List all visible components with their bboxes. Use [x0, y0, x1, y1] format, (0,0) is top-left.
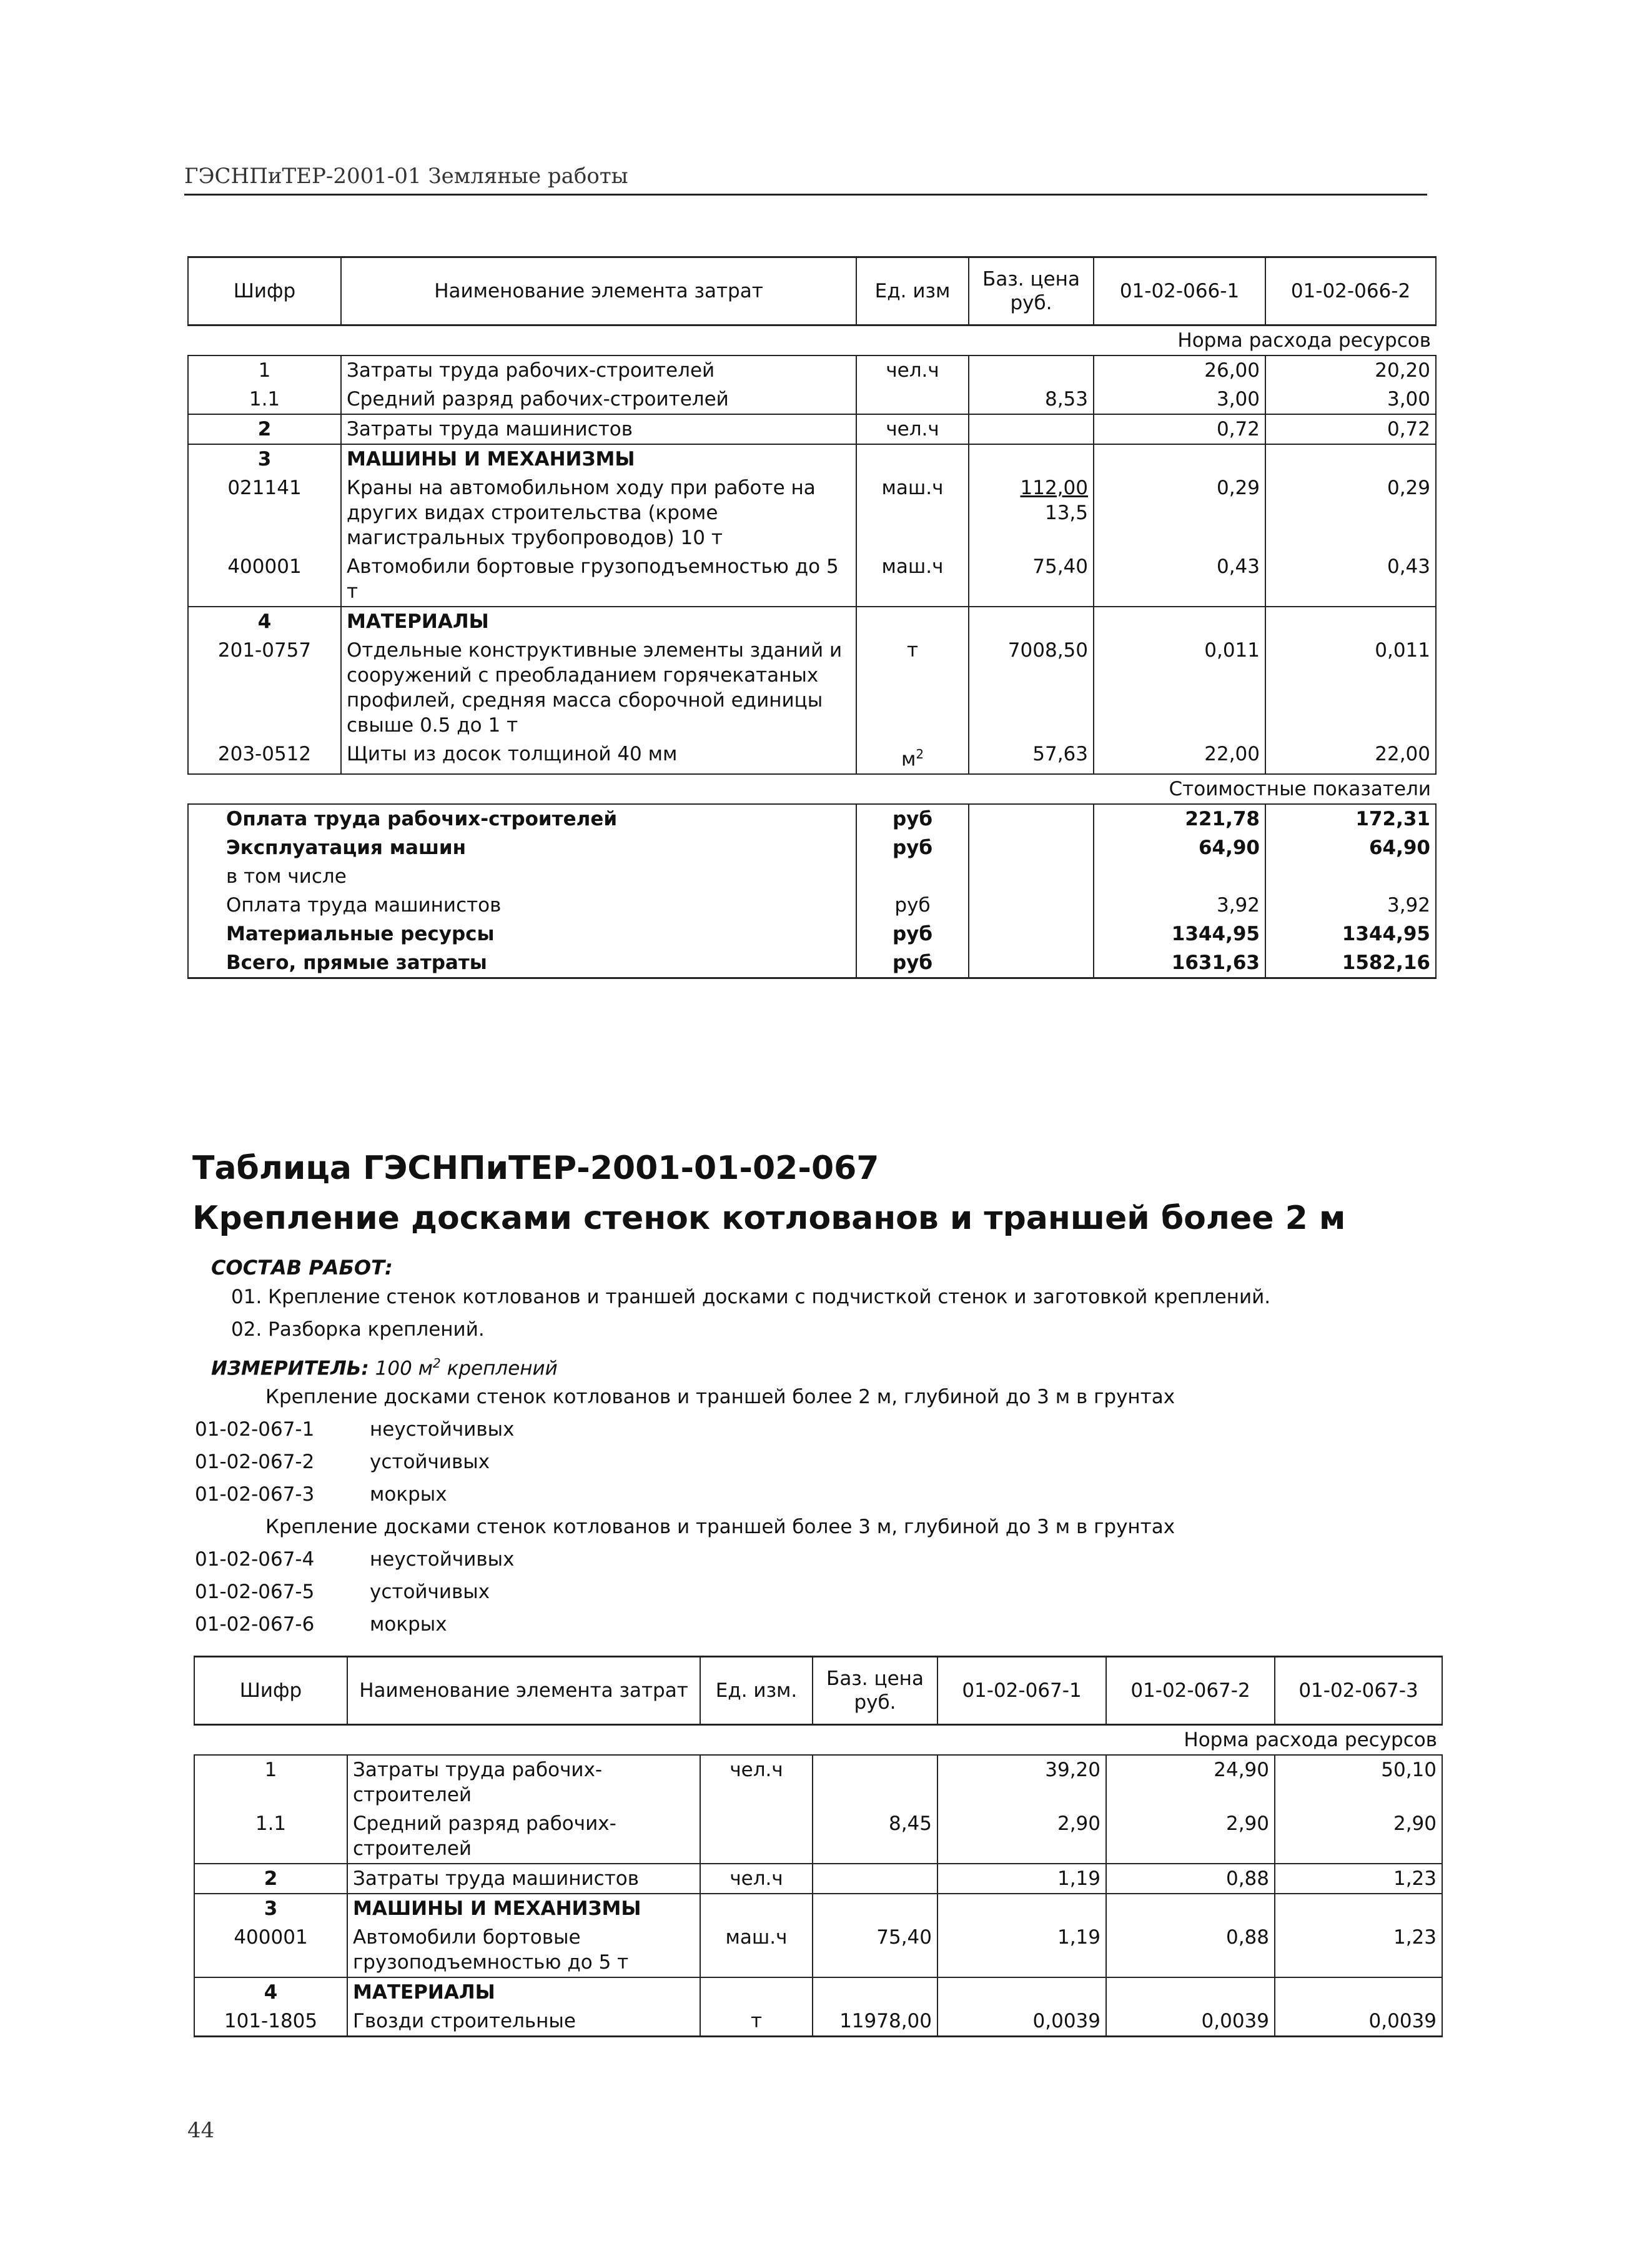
row-v1: 0,0039: [937, 2007, 1106, 2037]
row-v1: 3,00: [1094, 385, 1265, 414]
row-v2: 0,43: [1265, 552, 1436, 607]
row-v3: 1,23: [1275, 1923, 1442, 1977]
measurer-value: 100 м: [375, 1357, 433, 1380]
work-item: 01. Крепление стенок котлованов и траншей досками с подчисткой стенок и заготовкой креплений.: [231, 1286, 1271, 1308]
table-row: [194, 1977, 1442, 2007]
row-unit: маш.ч: [856, 474, 969, 552]
row-code: 1.1: [194, 1809, 347, 1864]
table-header-row: [188, 257, 1436, 325]
measurer: [211, 1356, 558, 1379]
norm-row: [188, 325, 1436, 356]
group-title: Крепление досками стенок котлованов и траншей более 2 м, глубиной до 3 м в грунтах: [265, 1386, 1175, 1408]
unit-text: м: [901, 748, 916, 771]
norm-desc: неустойчивых: [370, 1418, 515, 1441]
row-name: Затраты труда рабочих-строителей: [347, 1755, 700, 1809]
measurer-tail: креплений: [447, 1357, 558, 1380]
row-code: 4: [188, 607, 341, 636]
table-row: [188, 385, 1436, 414]
row-price: 8,53: [969, 385, 1094, 414]
row-v3: [1275, 1894, 1442, 1923]
total-v2: [1265, 862, 1436, 891]
norm-code: 01-02-067-5: [195, 1581, 315, 1603]
row-v2: 0,0039: [1106, 2007, 1275, 2037]
page-number: 44: [187, 2118, 215, 2143]
row-v1: 0,011: [1094, 636, 1265, 740]
total-name: Всего, прямые затраты: [188, 948, 856, 978]
row-unit: [856, 444, 969, 474]
norm-code: 01-02-067-4: [195, 1548, 315, 1571]
norm-desc: неустойчивых: [370, 1548, 515, 1571]
row-unit: т: [700, 2007, 813, 2037]
row-v2: [1106, 1977, 1275, 2007]
row-v2: 0,29: [1265, 474, 1436, 552]
norm-label: Норма расхода ресурсов: [194, 1725, 1442, 1756]
row-price: [813, 1755, 937, 1809]
row-price: [969, 474, 1094, 552]
row-unit: [700, 1809, 813, 1864]
header-unit: Ед. изм.: [700, 1657, 813, 1725]
norm-desc: мокрых: [370, 1483, 447, 1506]
row-name: Средний разряд рабочих-строителей: [347, 1809, 700, 1864]
row-name: МАШИНЫ И МЕХАНИЗМЫ: [347, 1894, 700, 1923]
table-title: Таблица ГЭСНПиТЕР-2001-01-02-067: [192, 1150, 879, 1187]
row-name: Гвозди строительные: [347, 2007, 700, 2037]
header-col2: 01-02-066-2: [1265, 257, 1436, 325]
row-code: 201-0757: [188, 636, 341, 740]
norm-row: [194, 1725, 1442, 1756]
header-col3: 01-02-067-3: [1275, 1657, 1442, 1725]
total-unit: руб: [856, 891, 969, 920]
table-subtitle: Крепление досками стенок котлованов и траншей более 2 м: [192, 1200, 1346, 1237]
total-price: [969, 891, 1094, 920]
row-v2: 0,011: [1265, 636, 1436, 740]
row-v2: 0,88: [1106, 1864, 1275, 1894]
table-row: [188, 355, 1436, 385]
row-name: Щиты из досок толщиной 40 мм: [341, 740, 856, 774]
measurer-sup: 2: [433, 1356, 441, 1371]
table-row: [194, 2007, 1442, 2037]
row-unit: маш.ч: [700, 1923, 813, 1977]
total-v2: 3,92: [1265, 891, 1436, 920]
header-col1: 01-02-066-1: [1094, 257, 1265, 325]
total-name: Эксплуатация машин: [188, 833, 856, 862]
row-v2: 22,00: [1265, 740, 1436, 774]
table-row: [194, 1809, 1442, 1864]
row-v1: 0,72: [1094, 414, 1265, 444]
row-name: Автомобили бортовые грузоподъемностью до 5 т: [341, 552, 856, 607]
norm-code: 01-02-067-3: [195, 1483, 315, 1506]
total-price: [969, 804, 1094, 833]
total-price: [969, 948, 1094, 978]
table-row: [194, 1864, 1442, 1894]
row-name: Отдельные конструктивные элементы зданий и сооружений с преобладанием горячекатаных профилей, средняя масса сборочной единицы свыше 0.5 до 1 т: [341, 636, 856, 740]
row-v2: 0,88: [1106, 1923, 1275, 1977]
norm-desc: мокрых: [370, 1613, 447, 1636]
row-v2: 3,00: [1265, 385, 1436, 414]
cost-label: Стоимостные показатели: [188, 774, 1436, 804]
row-v1: 0,29: [1094, 474, 1265, 552]
row-v1: [1094, 444, 1265, 474]
cost-label-row: [188, 774, 1436, 804]
row-code: 1: [188, 355, 341, 385]
row-unit: [856, 607, 969, 636]
row-code: 203-0512: [188, 740, 341, 774]
header-code: Шифр: [188, 257, 341, 325]
row-code: 1: [194, 1755, 347, 1809]
total-name: Оплата труда машинистов: [188, 891, 856, 920]
table-row: [188, 474, 1436, 552]
table-row: [188, 636, 1436, 740]
total-v1: 1344,95: [1094, 920, 1265, 948]
total-row: [188, 833, 1436, 862]
row-v2: [1265, 444, 1436, 474]
row-v1: 22,00: [1094, 740, 1265, 774]
norm-code: 01-02-067-2: [195, 1451, 315, 1473]
row-name: МАТЕРИАЛЫ: [347, 1977, 700, 2007]
header-name: Наименование элемента затрат: [347, 1657, 700, 1725]
header-col1: 01-02-067-1: [937, 1657, 1106, 1725]
row-v1: 26,00: [1094, 355, 1265, 385]
row-v2: 24,90: [1106, 1755, 1275, 1809]
table-row: [188, 552, 1436, 607]
total-unit: руб: [856, 948, 969, 978]
row-price: [813, 1864, 937, 1894]
row-price: [969, 414, 1094, 444]
total-name: Материальные ресурсы: [188, 920, 856, 948]
row-v3: 1,23: [1275, 1864, 1442, 1894]
total-v1: 64,90: [1094, 833, 1265, 862]
row-v1: 0,43: [1094, 552, 1265, 607]
table-row: [188, 444, 1436, 474]
total-name: Оплата труда рабочих-строителей: [188, 804, 856, 833]
table-row: [194, 1923, 1442, 1977]
table-row: [188, 607, 1436, 636]
total-price: [969, 920, 1094, 948]
row-v1: [1094, 607, 1265, 636]
total-unit: руб: [856, 804, 969, 833]
table-row: [194, 1755, 1442, 1809]
row-price: 75,40: [813, 1923, 937, 1977]
total-v2: 1582,16: [1265, 948, 1436, 978]
row-price: 7008,50: [969, 636, 1094, 740]
row-name: Краны на автомобильном ходу при работе на других видах строительства (кроме магистральных трубопроводов) 10 т: [341, 474, 856, 552]
norm-desc: устойчивых: [370, 1581, 490, 1603]
table-row: [188, 740, 1436, 774]
total-v1: [1094, 862, 1265, 891]
table-header-row: [194, 1657, 1442, 1725]
price-secondary: 13,5: [1044, 502, 1088, 524]
total-price: [969, 833, 1094, 862]
row-name: Автомобили бортовые грузоподъемностью до 5 т: [347, 1923, 700, 1977]
row-v2: 20,20: [1265, 355, 1436, 385]
resource-table-066: [187, 256, 1437, 979]
row-v1: 1,19: [937, 1923, 1106, 1977]
row-unit: [700, 1894, 813, 1923]
header-unit: Ед. изм: [856, 257, 969, 325]
row-unit: чел.ч: [856, 414, 969, 444]
header-price: Баз. цена руб.: [969, 257, 1094, 325]
total-v1: 221,78: [1094, 804, 1265, 833]
row-code: 400001: [194, 1923, 347, 1977]
norm-desc: устойчивых: [370, 1451, 490, 1473]
row-code: 400001: [188, 552, 341, 607]
row-v1: 39,20: [937, 1755, 1106, 1809]
running-header: ГЭСНПиТЕР-2001-01 Земляные работы: [184, 164, 1427, 196]
total-price: [969, 862, 1094, 891]
norm-code: 01-02-067-6: [195, 1613, 315, 1636]
row-price: [969, 444, 1094, 474]
total-v1: 1631,63: [1094, 948, 1265, 978]
row-price: 75,40: [969, 552, 1094, 607]
total-row: [188, 948, 1436, 978]
row-unit: [856, 740, 969, 774]
total-name: в том числе: [188, 862, 856, 891]
row-v1: 2,90: [937, 1809, 1106, 1864]
header-price: Баз. цена руб.: [813, 1657, 937, 1725]
row-unit: чел.ч: [700, 1755, 813, 1809]
row-v2: [1106, 1894, 1275, 1923]
row-v1: 1,19: [937, 1864, 1106, 1894]
row-price: 8,45: [813, 1809, 937, 1864]
row-price: [813, 1894, 937, 1923]
row-name: МАШИНЫ И МЕХАНИЗМЫ: [341, 444, 856, 474]
group-title: Крепление досками стенок котлованов и траншей более 3 м, глубиной до 3 м в грунтах: [265, 1516, 1175, 1538]
row-v3: [1275, 1977, 1442, 2007]
row-unit: т: [856, 636, 969, 740]
total-row: [188, 891, 1436, 920]
row-code: 4: [194, 1977, 347, 2007]
row-v3: 50,10: [1275, 1755, 1442, 1809]
total-unit: руб: [856, 833, 969, 862]
total-v2: 172,31: [1265, 804, 1436, 833]
total-row: [188, 862, 1436, 891]
row-code: 2: [188, 414, 341, 444]
row-price: [813, 1977, 937, 2007]
header-name: Наименование элемента затрат: [341, 257, 856, 325]
total-v1: 3,92: [1094, 891, 1265, 920]
total-unit: [856, 862, 969, 891]
work-composition-label: СОСТАВ РАБОТ:: [211, 1256, 393, 1280]
table-row: [188, 414, 1436, 444]
row-v2: [1265, 607, 1436, 636]
row-v2: 0,72: [1265, 414, 1436, 444]
row-name: Затраты труда машинистов: [341, 414, 856, 444]
row-name: Средний разряд рабочих-строителей: [341, 385, 856, 414]
row-unit: [700, 1977, 813, 2007]
total-v2: 64,90: [1265, 833, 1436, 862]
row-name: Затраты труда машинистов: [347, 1864, 700, 1894]
row-code: 021141: [188, 474, 341, 552]
row-v3: 2,90: [1275, 1809, 1442, 1864]
row-code: 2: [194, 1864, 347, 1894]
price-main: 112,00: [1020, 477, 1088, 499]
row-v1: [937, 1977, 1106, 2007]
row-unit: чел.ч: [856, 355, 969, 385]
norm-code: 01-02-067-1: [195, 1418, 315, 1441]
resource-table-067: [194, 1656, 1443, 2037]
total-row: [188, 804, 1436, 833]
total-row: [188, 920, 1436, 948]
work-item: 02. Разборка креплений.: [231, 1318, 485, 1341]
table-row: [194, 1894, 1442, 1923]
row-price: 57,63: [969, 740, 1094, 774]
row-name: МАТЕРИАЛЫ: [341, 607, 856, 636]
row-code: 101-1805: [194, 2007, 347, 2037]
row-code: 3: [194, 1894, 347, 1923]
row-v2: 2,90: [1106, 1809, 1275, 1864]
row-price: 11978,00: [813, 2007, 937, 2037]
total-unit: руб: [856, 920, 969, 948]
unit-superscript: 2: [916, 747, 924, 762]
row-v3: 0,0039: [1275, 2007, 1442, 2037]
row-code: 1.1: [188, 385, 341, 414]
row-unit: маш.ч: [856, 552, 969, 607]
row-code: 3: [188, 444, 341, 474]
header-col2: 01-02-067-2: [1106, 1657, 1275, 1725]
row-name: Затраты труда рабочих-строителей: [341, 355, 856, 385]
measurer-label: ИЗМЕРИТЕЛЬ:: [211, 1357, 369, 1380]
row-unit: [856, 385, 969, 414]
total-v2: 1344,95: [1265, 920, 1436, 948]
row-v1: [937, 1894, 1106, 1923]
norm-label: Норма расхода ресурсов: [188, 325, 1436, 356]
row-price: [969, 607, 1094, 636]
row-price: [969, 355, 1094, 385]
header-code: Шифр: [194, 1657, 347, 1725]
row-unit: чел.ч: [700, 1864, 813, 1894]
